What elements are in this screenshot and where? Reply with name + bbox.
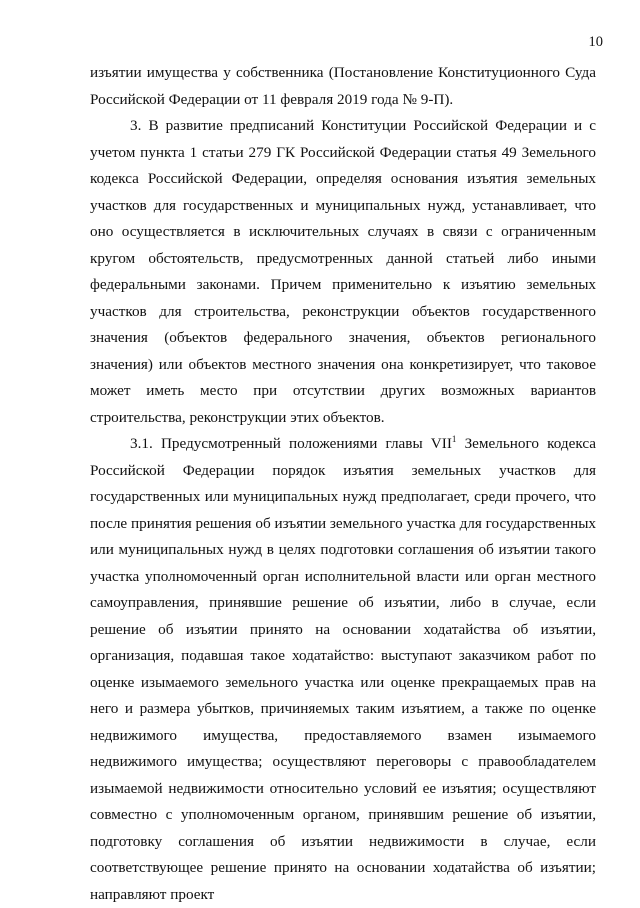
chapter-superscript: 1 (451, 434, 457, 444)
document-body (90, 60, 596, 908)
page-number: 10 (588, 34, 603, 50)
paragraph-section-3: 3. В развитие предписаний Конституции Российской Федерации и с учетом пункта 1 статьи 279 ГК Российской Федерации статья 49 Земельного кодекса Российской Федерации, определяя основания изъятия земельных участков для государственных и муниципальных нужд, устанавливает, что оно осуществляется в исключительных случаях в связи с ограниченным кругом обстоятельств, предусмотренных данной статьей либо иными федеральными законами. Причем применительно к изъятию земельных участков для строительства, реконструкции объектов государственного значения (объектов федерального значения, объектов регионального значения) или объектов местного значения она конкретизирует, что таковое может иметь место при отсутствии других возможных вариантов строительства, реконструкции этих объектов. (90, 117, 596, 426)
paragraph-section-3-1-rest: Земельного кодекса Российской Федерации порядок изъятия земельных участков для государственных или муниципальных нужд предполагает, среди прочего, что после принятия решения об изъятии земельного участка для государственных или муниципальных нужд в целях подготовки соглашения об изъятии такого участка уполномоченный орган исполнительной власти или орган местного самоуправления, принявшие решение об изъятии, либо в случае, если решение об изъятии принято на основании ходатайства об изъятии, организация, подавшая такое ходатайство: выступают заказчиком работ по оценке изымаемого земельного участка или оценке прекращаемых прав на него и размера убытков, причиняемых таким изъятием, а также по оценке недвижимого имущества, предоставляемого взамен изымаемого недвижимого имущества; осуществляют переговоры с правообладателем изымаемой недвижимости относительно условий ее изъятия; осуществляют совместно с уполномоченным органом, принявшим решение об изъятии, подготовку соглашения об изъятии недвижимости в случае, если соответствующее решение принято на основании ходатайства об изъятии; направляют проект (90, 435, 596, 903)
paragraph-continuation: изъятии имущества у собственника (Постановление Конституционного Суда Российской Федерации от 11 февраля 2019 года № 9-П). (90, 64, 596, 108)
paragraph-section-3-1-start: 3.1. Предусмотренный положениями главы VII (130, 435, 452, 452)
paragraph-section-3-1 (90, 431, 596, 908)
